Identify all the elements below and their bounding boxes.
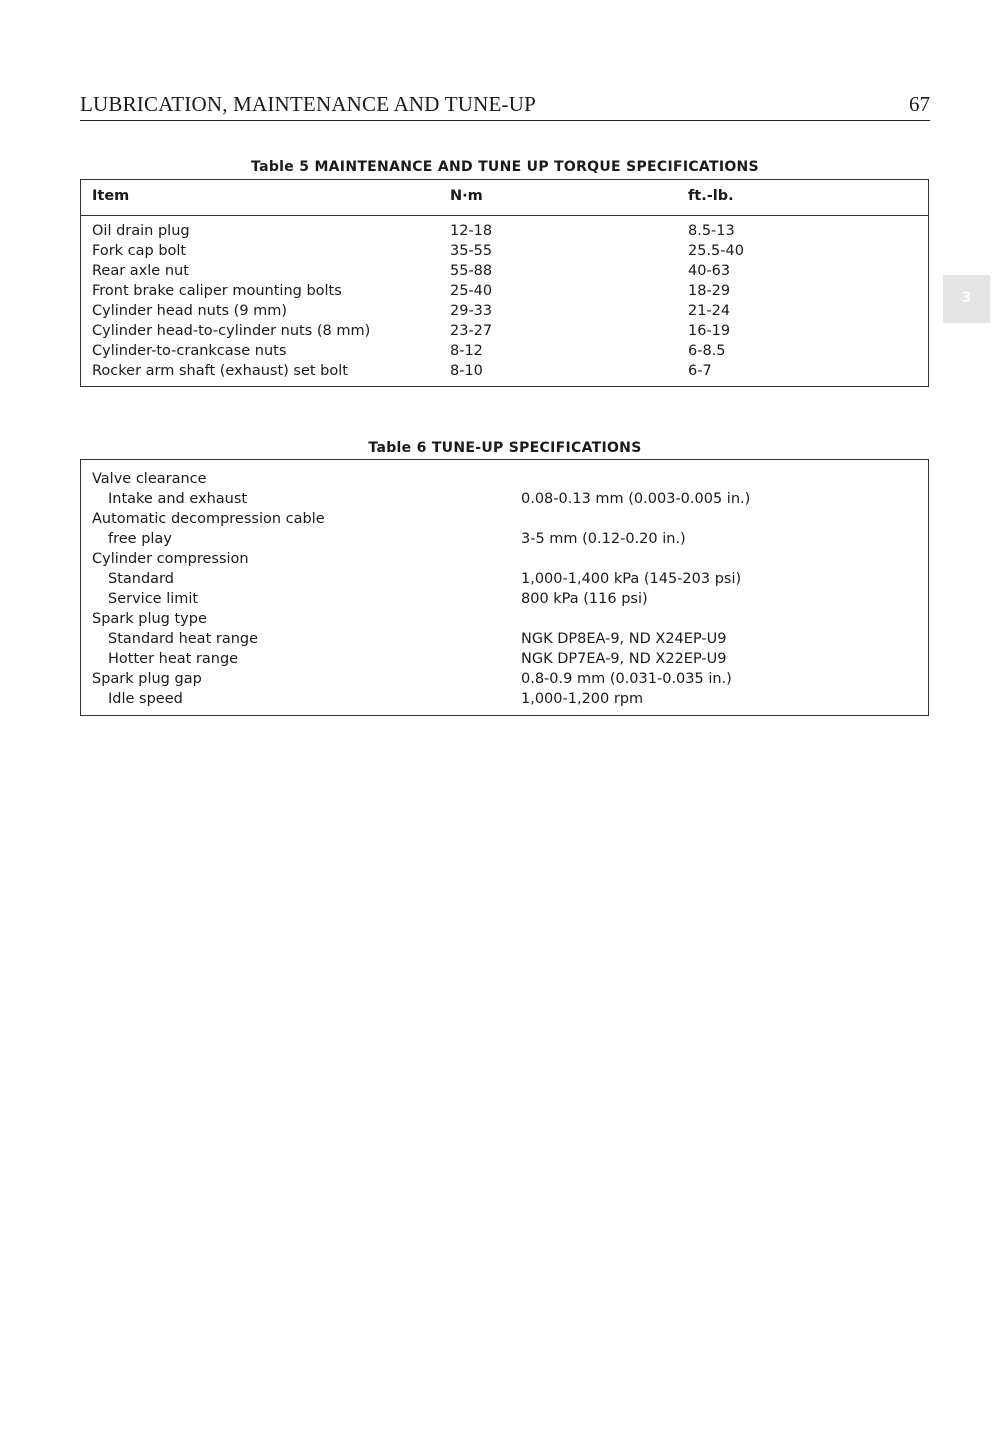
table-row [81,301,928,321]
item-cell: Oil drain plug [92,223,190,239]
nm-cell: 29-33 [450,303,493,319]
table-row [81,281,928,301]
nm-cell: 8-12 [450,343,483,359]
ftlb-cell: 8.5-13 [688,223,735,239]
table-row [81,261,928,281]
tuneup-spec-table [80,459,929,716]
nm-cell: 8-10 [450,363,483,379]
nm-cell: 23-27 [450,323,493,339]
spec-label: Service limit [108,591,199,607]
ftlb-cell: 6-8.5 [688,343,726,359]
ftlb-cell: 18-29 [688,283,731,299]
torque-spec-table [80,179,929,387]
table-row [81,589,928,609]
spec-value: 0.08-0.13 mm (0.003-0.005 in.) [521,491,751,507]
spec-label: Valve clearance [92,471,207,487]
ftlb-cell: 21-24 [688,303,731,319]
spec-label: Spark plug type [92,611,207,627]
item-cell: Front brake caliper mounting bolts [92,283,342,299]
spec-label: Hotter heat range [108,651,239,667]
table-row [81,529,928,549]
header-ftlb: ft.-lb. [688,188,734,204]
table5-header-row [81,180,928,216]
ftlb-cell: 6-7 [688,363,712,379]
spec-label: Idle speed [108,691,183,707]
ftlb-cell: 40-63 [688,263,731,279]
spec-value: 1,000-1,400 kPa (145-203 psi) [521,571,742,587]
item-cell: Rocker arm shaft (exhaust) set bolt [92,363,348,379]
table-row [81,221,928,241]
spec-label: free play [108,531,172,547]
table-row [81,669,928,689]
nm-cell: 55-88 [450,263,493,279]
table-row [81,241,928,261]
table-row [81,629,928,649]
spec-value: NGK DP7EA-9, ND X22EP-U9 [521,651,727,667]
table5-caption: Table 5 MAINTENANCE AND TUNE UP TORQUE SPECIFICATIONS [251,159,759,175]
chapter-title: LUBRICATION, MAINTENANCE AND TUNE-UP [80,92,536,116]
table-row [81,509,928,529]
item-cell: Cylinder head-to-cylinder nuts (8 mm) [92,323,371,339]
chapter-tab [943,275,990,323]
chapter-tab-label: 3 [961,290,972,306]
table-row [81,549,928,569]
table-row [81,321,928,341]
spec-label: Standard heat range [108,631,259,647]
spec-value: 800 kPa (116 psi) [521,591,648,607]
table-row [81,361,928,381]
spec-label: Spark plug gap [92,671,202,687]
spec-value: 3-5 mm (0.12-0.20 in.) [521,531,686,547]
table-row [81,649,928,669]
table-row [81,469,928,489]
nm-cell: 25-40 [450,283,493,299]
nm-cell: 35-55 [450,243,493,259]
header-item: Item [92,188,130,204]
spec-value: 1,000-1,200 rpm [521,691,644,707]
item-cell: Cylinder head nuts (9 mm) [92,303,288,319]
spec-value: NGK DP8EA-9, ND X24EP-U9 [521,631,727,647]
item-cell: Rear axle nut [92,263,189,279]
item-cell: Cylinder-to-crankcase nuts [92,343,287,359]
ftlb-cell: 25.5-40 [688,243,744,259]
spec-value: 0.8-0.9 mm (0.031-0.035 in.) [521,671,732,687]
spec-label: Intake and exhaust [108,491,248,507]
spec-label: Cylinder compression [92,551,249,567]
spec-label: Automatic decompression cable [92,511,325,527]
table5-body [81,216,928,381]
spec-label: Standard [108,571,174,587]
table-row [81,489,928,509]
ftlb-cell: 16-19 [688,323,731,339]
page-number: 67 [909,92,930,116]
table-row [81,341,928,361]
header-nm: N·m [450,188,483,204]
table-row [81,609,928,629]
table-row [81,569,928,589]
item-cell: Fork cap bolt [92,243,187,259]
page-header [80,92,930,121]
table6-body [81,460,928,709]
table-row [81,689,928,709]
nm-cell: 12-18 [450,223,493,239]
table6-caption: Table 6 TUNE-UP SPECIFICATIONS [368,440,642,456]
